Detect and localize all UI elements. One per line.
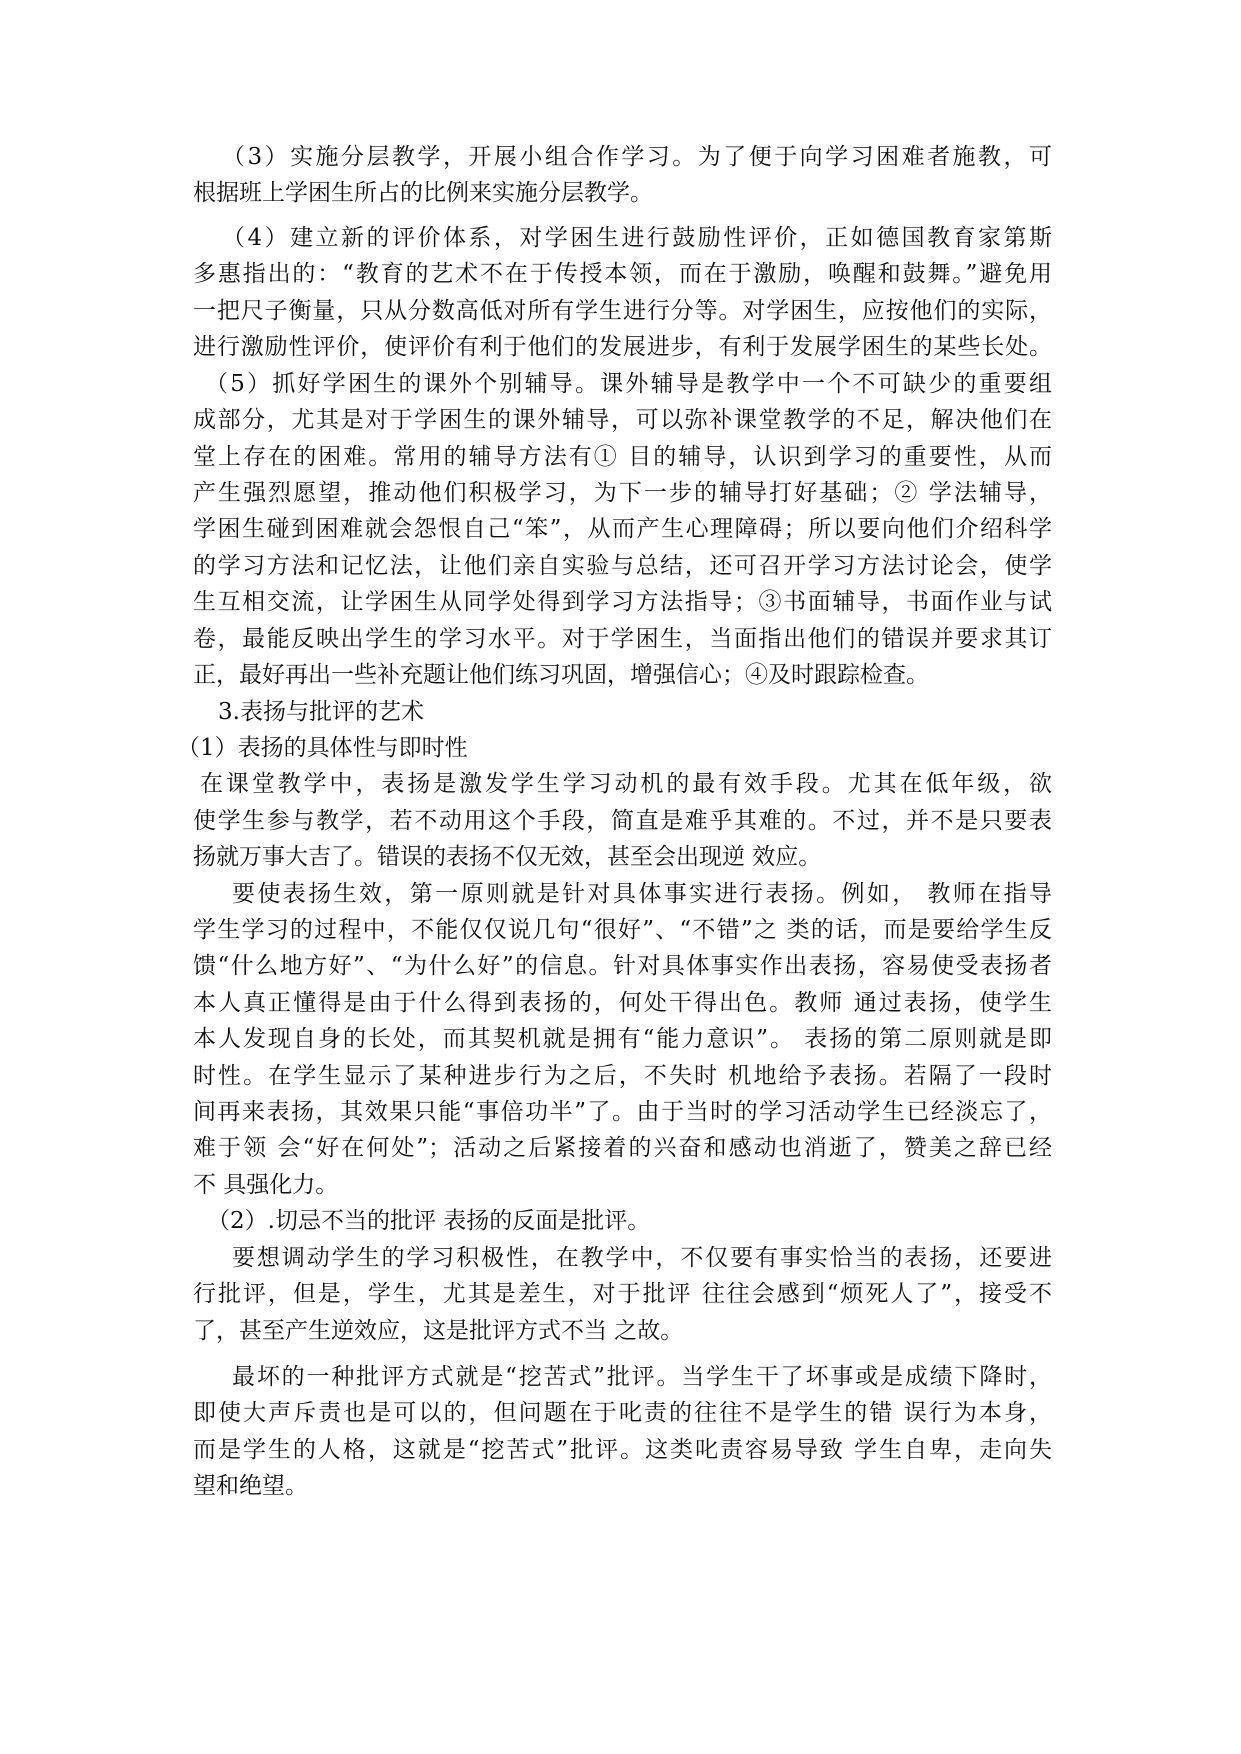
text-line: 一把尺子衡量，只从分数高低对所有学生进行分等。对学困生，应按他们的实际， [193, 298, 1052, 324]
text-line: 要想调动学生的学习积极性，在教学中，不仅要有事实恰当的表扬，还要进 [232, 1245, 1052, 1271]
text-line: 学生学习的过程中，不能仅仅说几句“很好”、“不错”之 类的话，而是要给学生反 [193, 917, 1052, 943]
text-line: 多惠指出的：“教育的艺术不在于传授本领，而在于激励，唤醒和鼓舞。”避免用 [193, 261, 1052, 287]
text-line: 使学生参与教学，若不动用这个手段，简直是难乎其难的。不过，并不是只要表 [193, 808, 1052, 834]
text-line: 生互相交流，让学困生从同学处得到学习方法指导；③书面辅导，书面作业与试 [193, 589, 1052, 615]
text-line: 3.表扬与批评的艺术 [218, 699, 424, 725]
text-line: 了，甚至产生逆效应，这是批评方式不当 之故。 [193, 1318, 684, 1344]
text-line: （5）抓好学困生的课外个别辅导。课外辅导是教学中一个不可缺少的重要组 [205, 371, 1052, 397]
text-line: （1）表扬的具体性与即时性 [177, 735, 468, 761]
text-line: 堂上存在的困难。常用的辅导方法有① 目的辅导，认识到学习的重要性，从而 [193, 444, 1052, 470]
text-line: 本人发现自身的长处，而其契机就是拥有“能力意识”。 表扬的第二原则就是即 [193, 1026, 1052, 1052]
text-line: 行批评，但是，学生，尤其是差生，对于批评 往往会感到“烦死人了”，接受不 [193, 1281, 1052, 1307]
text-line: 望和绝望。 [193, 1473, 308, 1499]
text-line: 最坏的一种批评方式就是“挖苦式”批评。当学生干了坏事或是成绩下降时， [232, 1364, 1052, 1390]
text-line: 成部分，尤其是对于学困生的课外辅导，可以弥补课堂教学的不足，解决他们在 [193, 407, 1052, 433]
text-line: 在课堂教学中，表扬是激发学生学习动机的最有效手段。尤其在低年级，欲 [200, 771, 1052, 797]
text-line: （3）实施分层教学，开展小组合作学习。为了便于向学习困难者施教，可 [222, 144, 1052, 170]
text-line: 根据班上学困生所占的比例来实施分层教学。 [193, 180, 653, 206]
text-line: 学困生碰到困难就会怨恨自己“笨”，从而产生心理障碍；所以要向他们介绍科学 [193, 516, 1052, 542]
text-line: 馈“什么地方好”、“为什么好”的信息。针对具体事实作出表扬，容易使受表扬者 [193, 953, 1052, 979]
text-line: 扬就万事大吉了。错误的表扬不仅无效，甚至会出现逆 效应。 [193, 844, 822, 870]
text-line: （2）.切忌不当的批评 表扬的反面是批评。 [207, 1208, 651, 1234]
text-line: 难于领 会“好在何处”；活动之后紧接着的兴奋和感动也消逝了，赞美之辞已经 [193, 1135, 1052, 1161]
text-line: 卷，最能反映出学生的学习水平。对于学困生，当面指出他们的错误并要求其订 [193, 626, 1052, 652]
text-line: （4）建立新的评价体系，对学困生进行鼓励性评价，正如德国教育家第斯 [222, 225, 1052, 251]
text-line: 即使大声斥责也是可以的，但问题在于叱责的往往不是学生的错 误行为本身， [193, 1400, 1052, 1426]
text-line: 不 具强化力。 [193, 1172, 339, 1198]
text-line: 本人真正懂得是由于什么得到表扬的，何处干得出色。教师 通过表扬，使学生 [193, 990, 1052, 1016]
text-line: 时性。在学生显示了某种进步行为之后，不失时 机地给予表扬。若隔了一段时 [193, 1063, 1052, 1089]
text-line: 的学习方法和记忆法，让他们亲自实验与总结，还可召开学习方法讨论会，使学 [193, 553, 1052, 579]
text-line: 正，最好再出一些补充题让他们练习巩固，增强信心；④及时跟踪检查。 [193, 662, 929, 688]
text-line: 要使表扬生效，第一原则就是针对具体事实进行表扬。例如， 教师在指导 [232, 881, 1052, 907]
text-line: 间再来表扬，其效果只能“事倍功半”了。由于当时的学习活动学生已经淡忘了， [193, 1099, 1052, 1125]
text-line: 产生强烈愿望，推动他们积极学习，为下一步的辅导打好基础；② 学法辅导， [193, 480, 1052, 506]
text-line: 进行激励性评价，使评价有利于他们的发展进步，有利于发展学困生的某些长处。 [193, 334, 1052, 360]
text-line: 而是学生的人格，这就是“挖苦式”批评。这类叱责容易导致 学生自卑，走向失 [193, 1437, 1052, 1463]
